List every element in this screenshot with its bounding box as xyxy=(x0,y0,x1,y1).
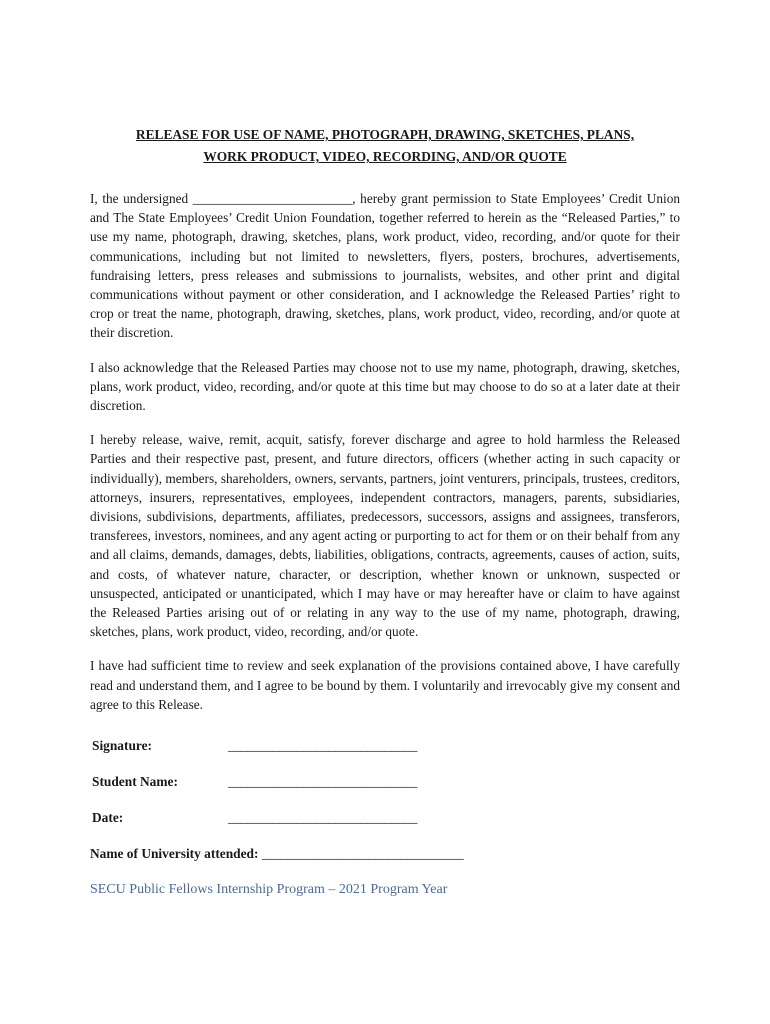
acknowledge-paragraph: I also acknowledge that the Released Parties may choose not to use my name, photograph, drawing, sketches, plans, work product, video, recording, and/or quote at this time but may choose to do so at a later date at their discretion. xyxy=(90,359,680,414)
document-title xyxy=(90,124,680,168)
release-waiver-paragraph: I hereby release, waive, remit, acquit, satisfy, forever discharge and agree to hold harmless the Released Parties and their respective past, present, and future directors, officers (whether acting in such capacity or individually), members, shareholders, owners, servants, partners, joint venturers, principals, trustees, creditors, attorneys, insurers, representatives, employees, independent contractors, managers, parents, subsidiaries, divisions, subdivisions, departments, affiliates, predecessors, successors, assigns and assignees, transferors, transferees, investors, nominees, and any agent acting or purporting to act for them or on their behalf from any and all claims, demands, damages, debts, liabilities, obligations, contracts, agreements, causes of action, suits, and costs, of whatever nature, character, or description, whether known or unknown, suspected or unsuspected, anticipated or unanticipated, which I may have or may hereafter have or claim to have against the Released Parties arising out of or relating in any way to the use of my name, photograph, drawing, sketches, plans, work product, video, recording, and/or quote. xyxy=(90,432,680,640)
student-name-label: Student Name: xyxy=(92,774,178,790)
student-name-line[interactable]: ______________________________ xyxy=(228,774,417,790)
date-label: Date: xyxy=(92,810,124,826)
signature-fields xyxy=(90,738,680,846)
grant-permission-paragraph: I, the undersigned ________________________, hereby grant permission to State Employees’ Credit Union and The State Employees’ Credit Union Foundation, together referred to herein as the “Released Parties,” to use my name, photograph, drawing, sketches, plans, work product, video, recording, and/or quote for their communications, including but not limited to newsletters, flyers, posters, brochures, advertisements, fundraising letters, press releases and submissions to journalists, websites, and other print and digital communications without payment or other consideration, and I acknowledge the Released Parties’ right to crop or treat the name, photograph, drawing, sketches, plans, work product, video, recording, and/or quote at their discretion. xyxy=(90,191,680,341)
title-line-2: WORK PRODUCT, VIDEO, RECORDING, AND/OR QUOTE xyxy=(203,149,567,164)
signature-line[interactable]: ______________________________ xyxy=(228,738,417,754)
signature-label: Signature: xyxy=(92,738,153,754)
university-row xyxy=(90,846,680,882)
date-row xyxy=(90,810,680,846)
student-name-row xyxy=(90,774,680,810)
date-line[interactable]: ______________________________ xyxy=(228,810,417,826)
consent-paragraph: I have had sufficient time to review and seek explanation of the provisions contained above, I have carefully read and understand them, and I agree to be bound by them. I voluntarily and irrevocably give my consent and agree to this Release. xyxy=(90,658,680,712)
university-line[interactable]: ________________________________ xyxy=(261,846,464,862)
program-footer: SECU Public Fellows Internship Program – 2021 Program Year xyxy=(90,882,448,898)
title-line-1: RELEASE FOR USE OF NAME, PHOTOGRAPH, DRAWING, SKETCHES, PLANS, xyxy=(135,127,635,142)
signature-row xyxy=(90,738,680,774)
university-label: Name of University attended: xyxy=(90,846,259,862)
